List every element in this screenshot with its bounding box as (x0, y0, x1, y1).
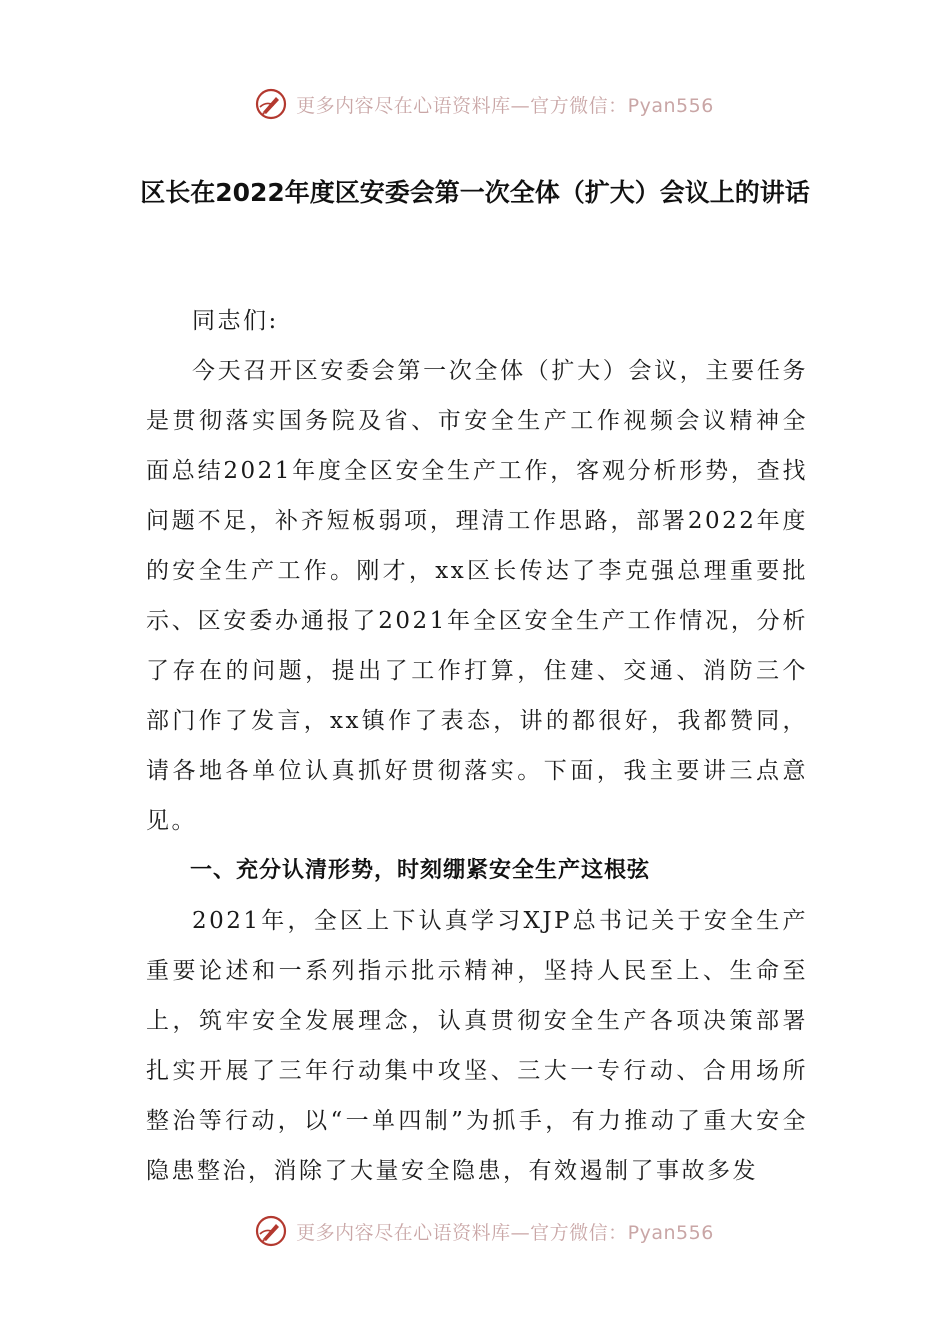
pen-logo-icon (254, 1214, 288, 1248)
section-heading: 一、充分认清形势，时刻绷紧安全生产这根弦 (190, 858, 651, 883)
document-body (146, 296, 808, 1196)
watermark-content (254, 87, 714, 121)
document-title: 区长在2022年度区安委会第一次全体（扩大）会议上的讲话 (140, 178, 810, 207)
watermark-banner-top (0, 82, 950, 126)
watermark-content (254, 1214, 714, 1248)
watermark-text: 更多内容尽在心语资料库—官方微信：Pyan556 (296, 1221, 714, 1244)
watermark-wechat-id: Pyan556 (627, 1221, 714, 1244)
watermark-wechat-id: Pyan556 (627, 94, 714, 117)
watermark-banner-bottom (0, 1209, 950, 1253)
pen-logo-icon (254, 87, 288, 121)
watermark-text: 更多内容尽在心语资料库—官方微信：Pyan556 (296, 94, 714, 117)
salutation: 同志们: (192, 308, 279, 334)
paragraph: 今天召开区安委会第一次全体（扩大）会议，主要任务是贯彻落实国务院及省、市安全生产工作视频会议精神全面总结2021年度全区安全生产工作，客观分析形势，查找问题不足，补齐短板弱项，理清工作思路，部署2022年度的安全生产工作。刚才，xx区长传达了李克强总理重要批示、区安委办通报了2021年全区安全生产工作情况，分析了存在的问题，提出了工作打算，住建、交通、消防三个部门作了发言，xx镇作了表态，讲的都很好，我都赞同，请各地各单位认真抓好贯彻落实。下面，我主要讲三点意见。 (146, 358, 808, 834)
paragraph: 2021年，全区上下认真学习XJP总书记关于安全生产重要论述和一系列指示批示精神，坚持人民至上、生命至上，筑牢安全发展理念，认真贯彻安全生产各项决策部署扎实开展了三年行动集中攻坚、三大一专行动、合用场所整治等行动，以“一单四制”为抓手，有力推动了重大安全隐患整治，消除了大量安全隐患，有效遏制了事故多发 (146, 908, 808, 1184)
